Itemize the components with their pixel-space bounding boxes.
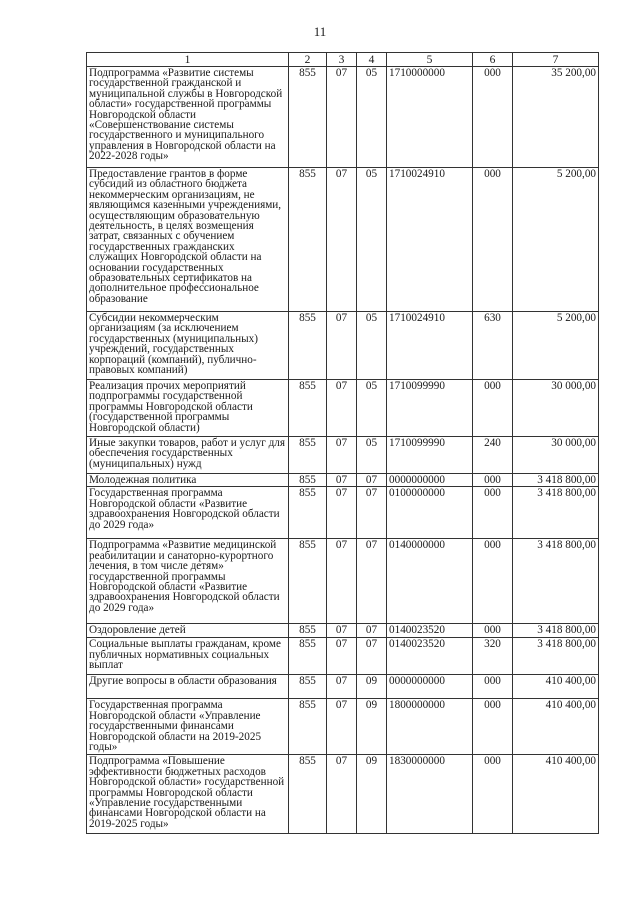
- row-cell-c3: 07: [327, 539, 357, 624]
- row-cell-c5: 0000000000: [387, 474, 473, 487]
- column-header: 6: [473, 53, 513, 67]
- row-cell-c6: 630: [473, 312, 513, 380]
- row-cell-c7: 30 000,00: [513, 437, 599, 474]
- row-cell-c2: 855: [289, 624, 327, 638]
- table-row: [87, 437, 599, 474]
- row-cell-c7: 5 200,00: [513, 312, 599, 380]
- column-header: 2: [289, 53, 327, 67]
- row-cell-c2: 855: [289, 67, 327, 168]
- row-description: Другие вопросы в области образования: [87, 675, 289, 699]
- row-cell-c4: 05: [357, 312, 387, 380]
- row-description: Подпрограмма «Повышение эффективности бюджетных расходов Новгородской области» государственной программы Новгородской области «Управление государственными финансами Новгородской области на 2019-2025 годы»: [87, 755, 289, 834]
- row-cell-c4: 09: [357, 699, 387, 755]
- row-cell-c7: 3 418 800,00: [513, 539, 599, 624]
- column-header: 3: [327, 53, 357, 67]
- row-cell-c3: 07: [327, 380, 357, 437]
- column-header: 5: [387, 53, 473, 67]
- row-description: Предоставление грантов в форме субсидий из областного бюджета некоммерческим организациям, не являющимся казенными учреждениями, осуществляющим образовательную деятельность, в целях возмещения затрат, связанных с обучением государственных гражданских служащих Новгородской области на основании государственных образовательных сертификатов на дополнительное профессиональное образование: [87, 168, 289, 312]
- row-cell-c4: 09: [357, 675, 387, 699]
- row-description: Государственная программа Новгородской области «Управление государственными финансами Новгородской области на 2019-2025 годы»: [87, 699, 289, 755]
- row-cell-c7: 3 418 800,00: [513, 474, 599, 487]
- row-cell-c5: 0140023520: [387, 638, 473, 675]
- row-cell-c6: 000: [473, 487, 513, 539]
- column-header: 7: [513, 53, 599, 67]
- page-number: 11: [313, 24, 327, 39]
- row-cell-c6: 000: [473, 755, 513, 834]
- row-cell-c6: 000: [473, 380, 513, 437]
- row-description: Иные закупки товаров, работ и услуг для обеспечения государственных (муниципальных) нужд: [87, 437, 289, 474]
- table-row: [87, 474, 599, 487]
- row-cell-c3: 07: [327, 67, 357, 168]
- row-cell-c5: 0140023520: [387, 624, 473, 638]
- row-cell-c6: 000: [473, 675, 513, 699]
- row-description: Социальные выплаты гражданам, кроме публичных нормативных социальных выплат: [87, 638, 289, 675]
- row-description: Подпрограмма «Развитие системы государственной гражданской и муниципальной службы в Новгородской области» государственной программы Новгородской области «Совершенствование системы государственного и муниципального управления в Новгородской области на 2022-2028 годы»: [87, 67, 289, 168]
- row-cell-c4: 07: [357, 539, 387, 624]
- table-row: [87, 539, 599, 624]
- row-cell-c2: 855: [289, 539, 327, 624]
- table-row: [87, 675, 599, 699]
- row-cell-c5: 0100000000: [387, 487, 473, 539]
- row-cell-c6: 320: [473, 638, 513, 675]
- row-cell-c4: 07: [357, 624, 387, 638]
- row-cell-c3: 07: [327, 638, 357, 675]
- row-cell-c2: 855: [289, 487, 327, 539]
- row-cell-c5: 1800000000: [387, 699, 473, 755]
- row-cell-c7: 5 200,00: [513, 168, 599, 312]
- row-cell-c7: 3 418 800,00: [513, 638, 599, 675]
- table-row: [87, 624, 599, 638]
- column-header: 1: [87, 53, 289, 67]
- row-cell-c6: 000: [473, 539, 513, 624]
- row-description: Молодежная политика: [87, 474, 289, 487]
- row-cell-c2: 855: [289, 699, 327, 755]
- row-cell-c3: 07: [327, 624, 357, 638]
- row-cell-c2: 855: [289, 168, 327, 312]
- table-row: [87, 312, 599, 380]
- row-cell-c7: 3 418 800,00: [513, 487, 599, 539]
- row-cell-c5: 1710099990: [387, 380, 473, 437]
- row-description: Реализация прочих мероприятий подпрограммы государственной программы Новгородской области (государственной программы Новгородской области): [87, 380, 289, 437]
- row-cell-c4: 05: [357, 168, 387, 312]
- row-cell-c6: 000: [473, 699, 513, 755]
- table-row: [87, 380, 599, 437]
- row-cell-c3: 07: [327, 312, 357, 380]
- row-cell-c5: 0000000000: [387, 675, 473, 699]
- table-row: [87, 67, 599, 168]
- row-cell-c7: 410 400,00: [513, 755, 599, 834]
- row-cell-c5: 1710024910: [387, 168, 473, 312]
- row-cell-c4: 07: [357, 487, 387, 539]
- row-cell-c6: 000: [473, 67, 513, 168]
- table-row: [87, 755, 599, 834]
- row-cell-c4: 05: [357, 380, 387, 437]
- row-cell-c7: 410 400,00: [513, 699, 599, 755]
- row-cell-c5: 1710099990: [387, 437, 473, 474]
- row-cell-c6: 000: [473, 168, 513, 312]
- row-cell-c5: 1710024910: [387, 312, 473, 380]
- row-cell-c6: 240: [473, 437, 513, 474]
- table-body: [87, 67, 599, 834]
- row-cell-c7: 410 400,00: [513, 675, 599, 699]
- row-cell-c3: 07: [327, 487, 357, 539]
- row-cell-c2: 855: [289, 755, 327, 834]
- row-cell-c3: 07: [327, 675, 357, 699]
- row-cell-c6: 000: [473, 624, 513, 638]
- row-description: Подпрограмма «Развитие медицинской реабилитации и санаторно-курортного лечения, в том числе детям» государственной программы Новгородской области «Развитие здравоохранения Новгородской области до 2029 года»: [87, 539, 289, 624]
- row-cell-c4: 05: [357, 67, 387, 168]
- table-row: [87, 638, 599, 675]
- row-cell-c5: 0140000000: [387, 539, 473, 624]
- row-cell-c2: 855: [289, 380, 327, 437]
- row-cell-c3: 07: [327, 755, 357, 834]
- row-cell-c2: 855: [289, 675, 327, 699]
- row-description: Государственная программа Новгородской области «Развитие здравоохранения Новгородской области до 2029 года»: [87, 487, 289, 539]
- budget-table: [86, 52, 599, 834]
- row-cell-c2: 855: [289, 474, 327, 487]
- row-cell-c7: 35 200,00: [513, 67, 599, 168]
- row-cell-c3: 07: [327, 437, 357, 474]
- row-cell-c5: 1830000000: [387, 755, 473, 834]
- table-row: [87, 699, 599, 755]
- row-description: Субсидии некоммерческим организациям (за исключением государственных (муниципальных) учреждений, государственных корпораций (компаний), публично-правовых компаний): [87, 312, 289, 380]
- table-row: [87, 168, 599, 312]
- table-header-row: [87, 53, 599, 67]
- row-cell-c4: 07: [357, 474, 387, 487]
- row-cell-c3: 07: [327, 474, 357, 487]
- row-cell-c4: 09: [357, 755, 387, 834]
- row-cell-c3: 07: [327, 168, 357, 312]
- row-cell-c7: 30 000,00: [513, 380, 599, 437]
- row-cell-c4: 07: [357, 638, 387, 675]
- row-cell-c5: 1710000000: [387, 67, 473, 168]
- row-cell-c2: 855: [289, 437, 327, 474]
- row-cell-c6: 000: [473, 474, 513, 487]
- row-cell-c2: 855: [289, 312, 327, 380]
- row-cell-c4: 05: [357, 437, 387, 474]
- row-cell-c2: 855: [289, 638, 327, 675]
- row-cell-c3: 07: [327, 699, 357, 755]
- row-description: Оздоровление детей: [87, 624, 289, 638]
- column-header: 4: [357, 53, 387, 67]
- row-cell-c7: 3 418 800,00: [513, 624, 599, 638]
- table-row: [87, 487, 599, 539]
